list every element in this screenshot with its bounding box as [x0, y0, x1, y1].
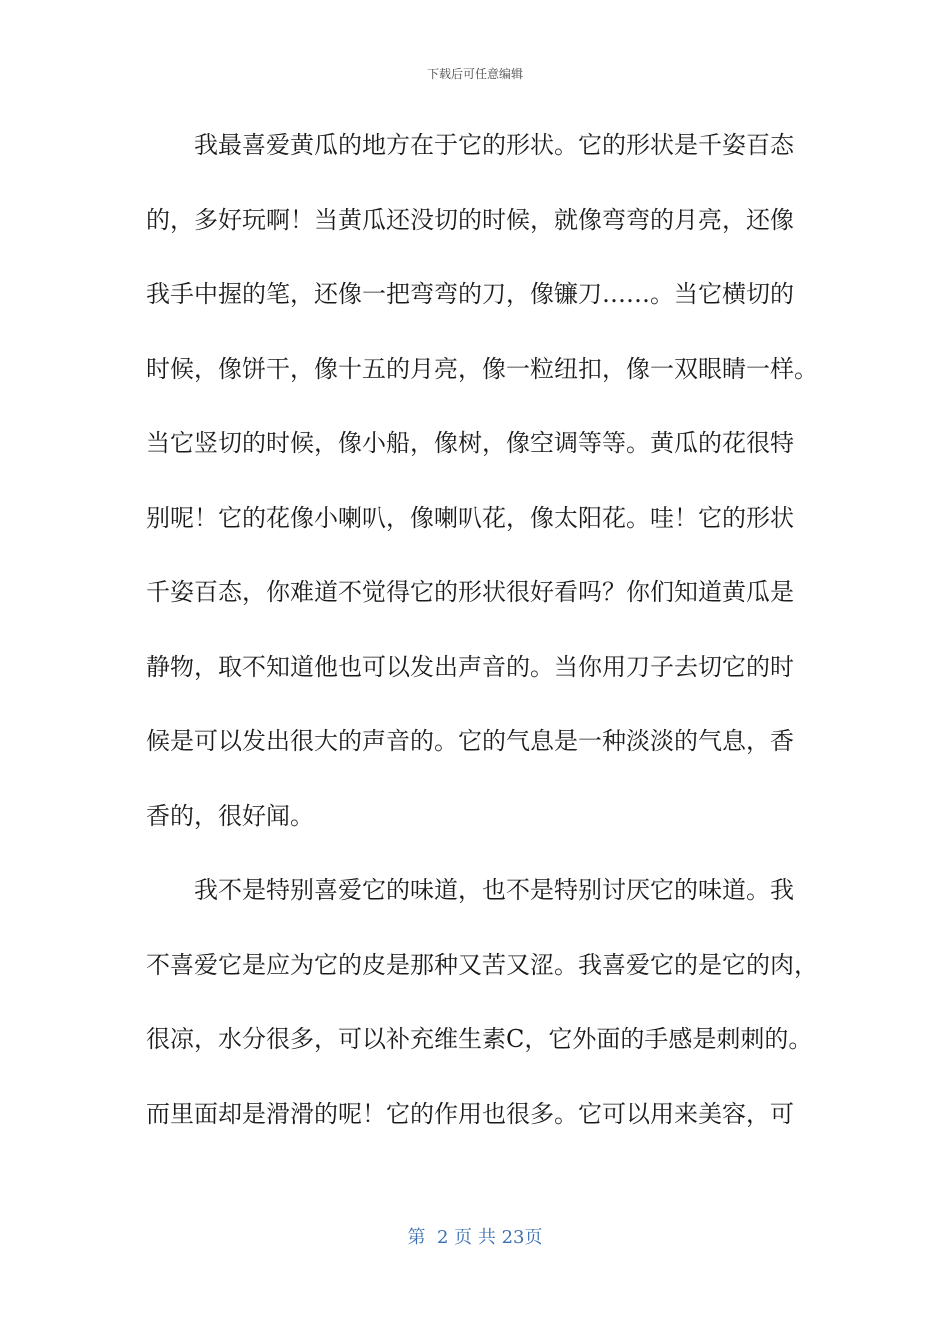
paragraph-1-line-4: 时候，像饼干，像十五的月亮，像一粒纽扣，像一双眼睛一样。: [146, 354, 818, 383]
paragraph-1-line-1: 我最喜爱黄瓜的地方在于它的形状。它的形状是千姿百态: [194, 131, 794, 159]
page-header: 下载后可任意编辑: [426, 67, 523, 81]
paragraph-2-line-2: 不喜爱它是应为它的皮是那种又苦又涩。我喜爱它的是它的肉，: [146, 950, 818, 979]
paragraph-1-line-6: 别呢！它的花像小喇叭，像喇叭花，像太阳花。哇！它的形状: [146, 503, 794, 532]
paragraph-2-line-1: 我不是特别喜爱它的味道，也不是特别讨厌它的味道。我: [194, 876, 794, 904]
paragraph-2-line-4: 而里面却是滑滑的呢！它的作用也很多。它可以用来美容，可: [146, 1099, 794, 1128]
paragraph-1-line-7: 千姿百态，你难道不觉得它的形状很好看吗？你们知道黄瓜是: [146, 578, 794, 606]
paragraph-1-line-9: 候是可以发出很大的声音的。它的气息是一种淡淡的气息，香: [146, 727, 794, 755]
paragraph-1-line-5: 当它竖切的时候，像小船，像树，像空调等等。黄瓜的花很特: [146, 429, 794, 457]
paragraph-1-line-2: 的，多好玩啊！当黄瓜还没切的时候，就像弯弯的月亮，还像: [146, 205, 794, 234]
page-number-footer: 第 2 页 共 23页: [407, 1227, 543, 1248]
paragraph-1-line-8: 静物，取不知道他也可以发出声音的。当你用刀子去切它的时: [146, 652, 794, 681]
document-body: [146, 108, 818, 1151]
paragraph-2-line-3: 很凉，水分很多，可以补充维生素C，它外面的手感是刺刺的。: [146, 1025, 813, 1053]
paragraph-1-line-3: 我手中握的笔，还像一把弯弯的刀，像镰刀……。当它横切的: [146, 280, 794, 308]
paragraph-1-line-10: 香的，很好闻。: [146, 801, 314, 830]
